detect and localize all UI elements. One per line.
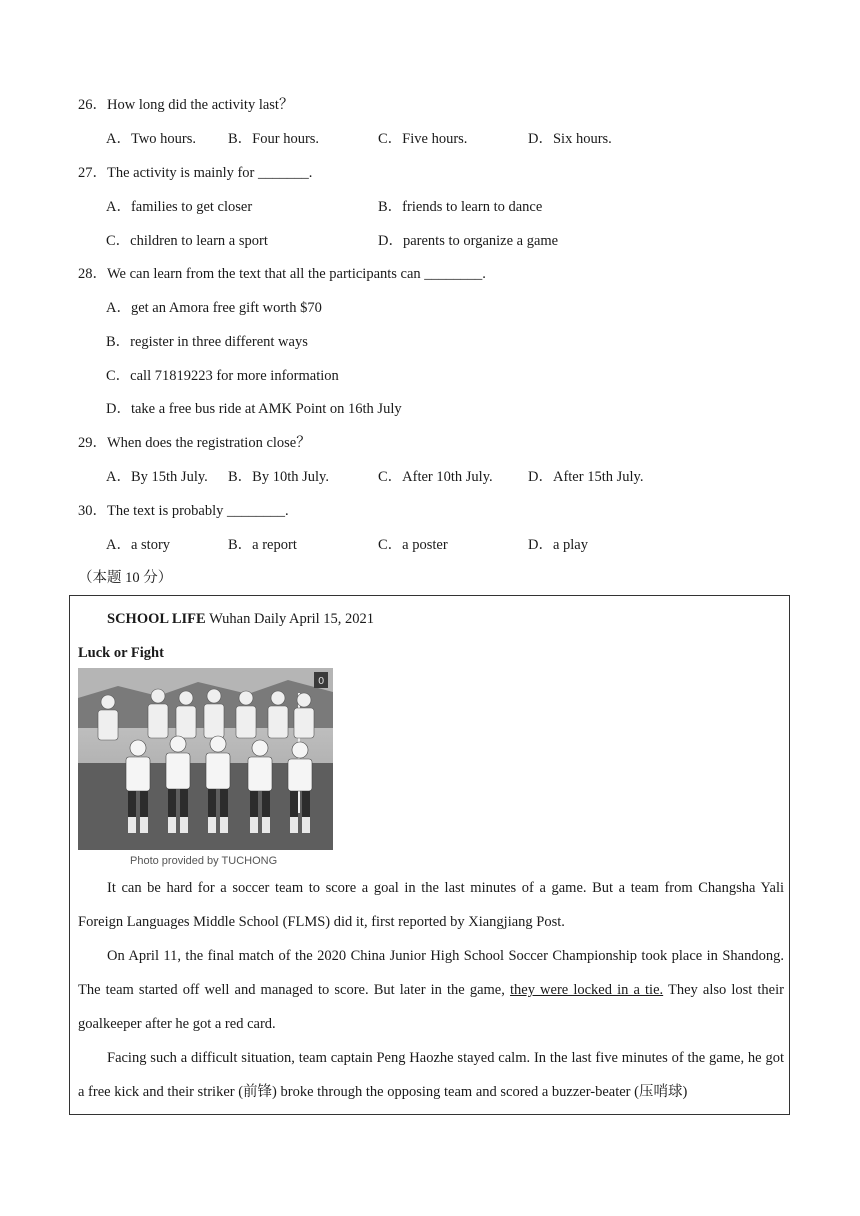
q27-option-b[interactable]: B．friends to learn to dance: [378, 199, 543, 215]
question-30-stem: 30．The text is probably ________.: [78, 503, 289, 519]
article-source-date: Wuhan Daily April 15, 2021: [205, 611, 375, 627]
q27-option-c[interactable]: C．children to learn a sport: [106, 233, 268, 249]
q27-option-d[interactable]: D．parents to organize a game: [378, 233, 559, 249]
q28-option-a[interactable]: A．get an Amora free gift worth $70: [106, 300, 322, 316]
q30-option-c[interactable]: C．a poster: [378, 537, 448, 553]
q29-option-a[interactable]: A．By 15th July.: [106, 469, 208, 485]
p2-underlined-phrase: they were locked in a tie.: [509, 982, 664, 998]
q29-option-b[interactable]: B．By 10th July.: [228, 469, 329, 485]
q26-option-a[interactable]: A．Two hours.: [106, 131, 197, 147]
article-title: Luck or Fight: [78, 645, 164, 661]
p2-text-b: They also lost their goalkeeper after he got a red card.: [78, 982, 784, 1032]
team-photo: [78, 668, 333, 850]
q30-option-a[interactable]: A．a story: [106, 537, 171, 553]
p2-text-a: On April 11, the final match of the 2020 China Junior High School Soccer Championship took place in Shandong. The team started off well and managed to score. But later in the game,: [78, 948, 784, 998]
q28-option-c[interactable]: C．call 71819223 for more information: [106, 368, 339, 384]
svg-text:0: 0: [318, 676, 325, 687]
article-paragraph-3: Facing such a difficult situation, team captain Peng Haozhe stayed calm. In the last five minutes of the game, he got a free kick and their striker (前锋) broke through the opposing team and scored a buzzer-beater (压哨球): [78, 1050, 784, 1100]
photo-caption: Photo provided by TUCHONG: [130, 855, 278, 867]
question-28-stem: 28．We can learn from the text that all the participants can ________.: [78, 266, 486, 282]
q26-option-c[interactable]: C．Five hours.: [378, 131, 468, 147]
section-note: （本题 10 分）: [78, 570, 173, 586]
question-27-stem: 27．The activity is mainly for _______.: [78, 165, 313, 181]
q30-option-d[interactable]: D．a play: [528, 537, 588, 553]
q28-option-b[interactable]: B．register in three different ways: [106, 334, 308, 350]
q26-option-b[interactable]: B．Four hours.: [228, 131, 320, 147]
article-header: [107, 610, 374, 628]
q30-option-b[interactable]: B．a report: [228, 537, 297, 553]
question-29-stem: 29．When does the registration close？: [78, 435, 311, 451]
q27-option-a[interactable]: A．families to get closer: [106, 199, 253, 215]
q29-option-c[interactable]: C．After 10th July.: [378, 469, 493, 485]
q29-option-d[interactable]: D．After 15th July.: [528, 469, 644, 485]
question-26-stem: 26．How long did the activity last？: [78, 97, 294, 113]
article-paragraph-2: [78, 939, 784, 1041]
article-section-label: SCHOOL LIFE: [107, 611, 206, 627]
q26-option-d[interactable]: D．Six hours.: [528, 131, 612, 147]
article-paragraph-1: It can be hard for a soccer team to score a goal in the last minutes of a game. But a team from Changsha Yali Foreign Languages Middle School (FLMS) did it, first reported by Xiangjiang Post.: [78, 880, 784, 930]
q28-option-d[interactable]: D．take a free bus ride at AMK Point on 16th July: [106, 401, 402, 417]
